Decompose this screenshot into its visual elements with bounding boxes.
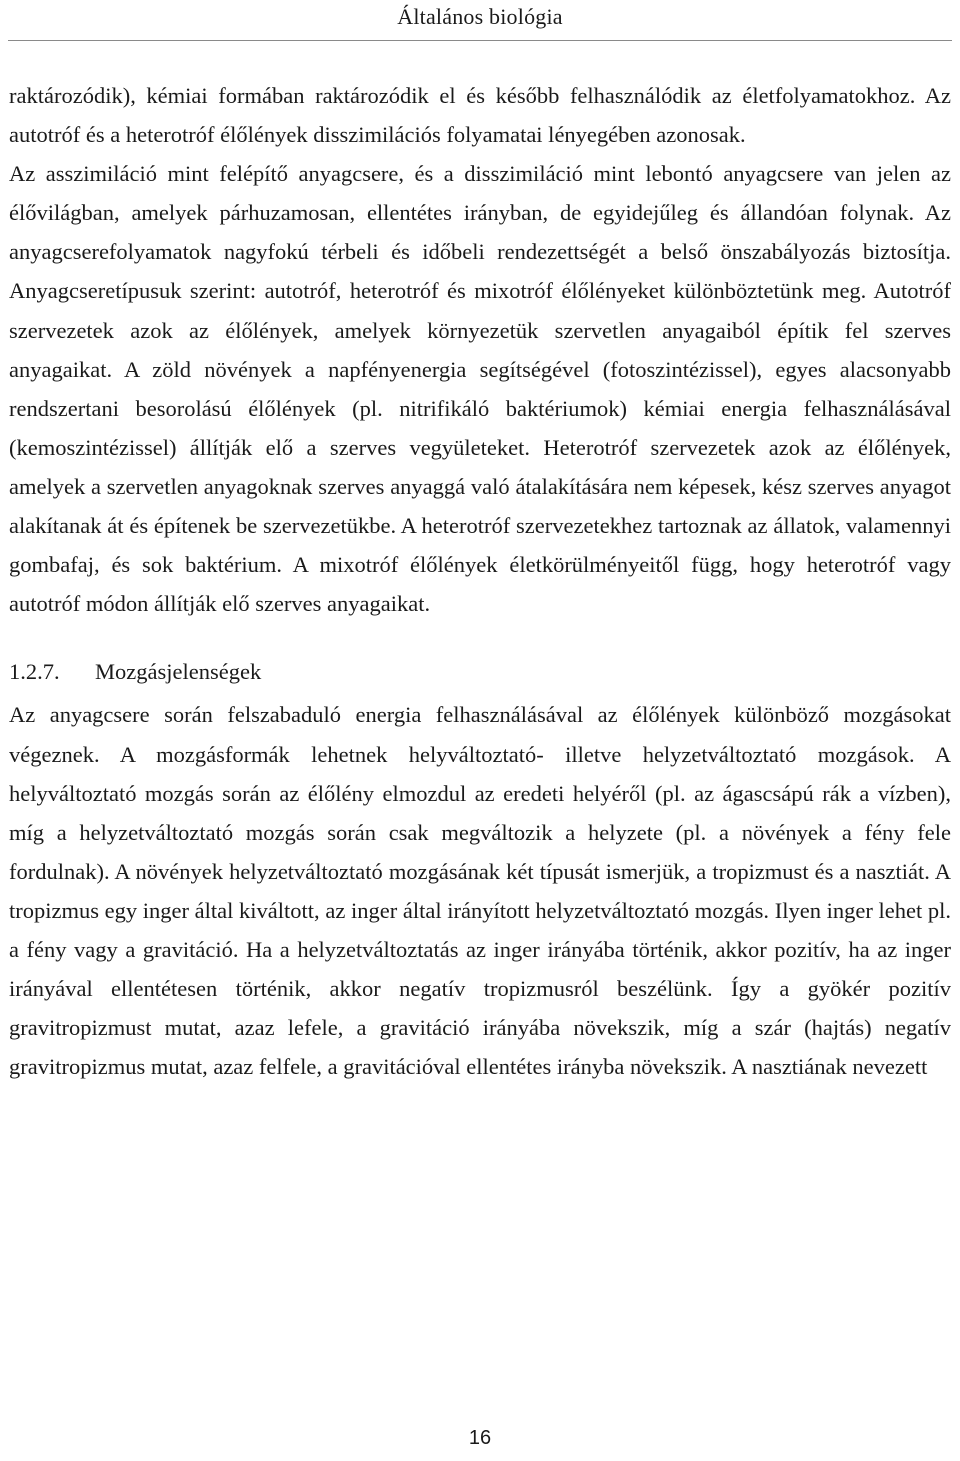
body-text: [9, 76, 951, 1086]
page-number: 16: [468, 1427, 492, 1449]
section-number: 1.2.7.: [9, 659, 60, 685]
header-divider: [8, 40, 952, 41]
section-title: Mozgásjelenségek: [95, 659, 262, 685]
paragraph-continuation: raktározódik), kémiai formában raktározódik el és később felhasználódik az életfolyamatokhoz. Az autotróf és a heterotróf élőlények disszimilációs folyamatai lényegében azonosak.: [9, 83, 951, 148]
paragraph-mozgasjelensegek: Az anyagcsere során felszabaduló energia felhasználásával az élőlények különböző mozgásokat végeznek. A mozgásformák lehetnek helyváltoztató- illetve helyzetváltoztató mozgások. A helyváltoztató mozgás során az élőlény elmozdul az eredeti helyéről (pl. az ágascsápú rák a vízben), míg a helyzetváltoztató mozgás során csak megváltozik a helyzete (pl. a növények a fény fele fordulnak). A növények helyzetváltoztató mozgásának két típusát ismerjük, a tropizmust és a nasztiát. A tropizmus egy inger által kiváltott, az inger által irányított helyzetváltoztató mozgás. Ilyen inger lehet pl. a fény vagy a gravitáció. Ha a helyzetváltoztatás az inger irányába történik, akkor pozitív, ha az inger irányával ellentétesen történik, akkor negatív tropizmusról beszélünk. Így a gyökér pozitív gravitropizmust mutat, azaz lefele, a gravitáció irányába növekszik, míg a szár (hajtás) negatív gravitropizmus mutat, azaz felfele, a gravitációval ellentétes irányba növekszik. A nasztiának nevezett: [9, 702, 951, 1080]
section-heading: [9, 652, 951, 691]
paragraph-anyagcsere: Az asszimiláció mint felépítő anyagcsere, és a disszimiláció mint lebontó anyagcsere van jelen az élővilágban, amelyek párhuzamosan, ellentétes irányban, de egyidejűleg és állandóan folynak. Az anyagcserefolyamatok nagyfokú térbeli és időbeli rendezettségét a belső önszabályozás biztosítja. Anyagcseretípusuk szerint: autotróf, heterotróf és mixotróf élőlényeket különböztetünk meg. Autotróf szervezetek azok az élőlények, amelyek környezetük szervetlen anyagaiból építik fel szerves anyagaikat. A zöld növények a napfényenergia segítségével (fotoszintézissel), egyes alacsonyabb rendszertani besorolású élőlények (pl. nitrifikáló baktériumok) kémiai energia felhasználásával (kemoszintézissel) állítják elő a szerves vegyületeket. Heterotróf szervezetek azok az élőlények, amelyek a szervetlen anyagoknak szerves anyaggá való átalakítására nem képesek, kész szerves anyagot alakítanak át és építenek be szervezetükbe. A heterotróf szervezetekhez tartoznak az állatok, valamennyi gombafaj, és sok baktérium. A mixotróf élőlények életkörülményeitől függ, hogy heterotróf vagy autotróf módon állítják elő szerves anyagaikat.: [9, 161, 951, 617]
running-header: Általános biológia: [397, 4, 563, 29]
